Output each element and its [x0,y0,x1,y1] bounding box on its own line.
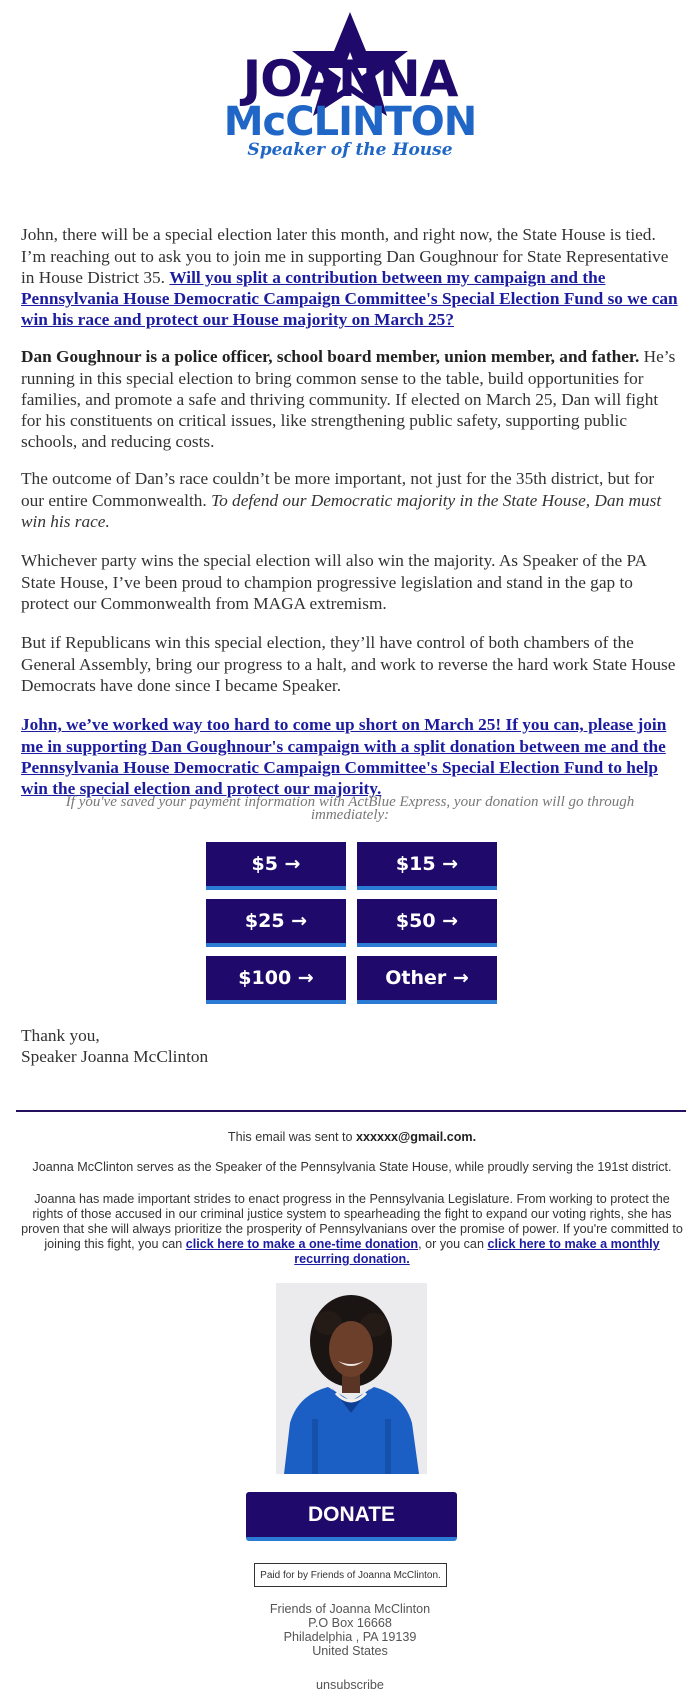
donate-50-button[interactable]: $50 → [357,899,497,947]
address-line: Philadelphia , PA 19139 [283,1630,417,1644]
campaign-logo [0,10,700,175]
address-line: United States [312,1644,388,1658]
split-donation-link[interactable]: John, we’ve worked way too hard to come up short on March 25! If you can, please join me in supporting Dan Goughnour's campaign with a split donation between me and the Pennsylvania House Democratic Campaign Committee's Special Election Fund to help win the special election and protect our majority. [21,715,667,799]
speaker-portrait [276,1283,427,1474]
address-line: Friends of Joanna McClinton [269,1602,431,1616]
mailing-address [0,1602,700,1658]
outcome-paragraph: The outcome of Dan’s race couldn’t be more important, not just for the 35th district, but for our entire Commonwealth. To defend our Democratic majority in the State House, Dan must win his race. [21,469,662,531]
republicans-paragraph: But if Republicans win this special election, they’ll have control of both chambers of the General Assembly, bring our progress to a halt, and work to reverse the hard work State House Democrats have done since I became Speaker. [21,633,676,695]
split-contribution-link[interactable]: Will you split a contribution between my campaign and the Pennsylvania House Democratic Campaign Committee's Special Election Fund so we can win his race and protect our House majority on March 25? [21,267,678,330]
candidate-lead: Dan Goughnour is a police officer, school board member, union member, and father. [21,347,640,367]
one-time-donation-link[interactable]: click here to make a one-time donation [185,1237,419,1251]
speaker-bio: Joanna McClinton serves as the Speaker of the Pennsylvania State House, while proudly serving the 191st district. [32,1160,672,1174]
monthly-donation-link[interactable]: click here to make a monthly recurring donation. [294,1237,660,1266]
donate-15-button[interactable]: $15 → [357,842,497,890]
candidate-paragraph: Dan Goughnour is a police officer, school board member, union member, and father. He’s running in this special election to bring common sense to the table, build opportunities for families, and promote a safe and thriving community. If elected on March 25, Dan will fight for his constituents on critical issues, like strengthening public safety, supporting public schools, and reducing costs. [21,347,676,452]
donate-25-button[interactable]: $25 → [206,899,346,947]
logo-name-first: JOANNA [242,50,458,108]
sent-to-notice: This email was sent to xxxxxx@gmail.com. [227,1130,477,1144]
signoff [21,1025,208,1068]
address-line: P.O Box 16668 [308,1616,392,1630]
recipient-email: xxxxxx@gmail.com. [356,1130,477,1144]
logo-tagline: Speaker of the House [247,140,453,160]
actblue-express-note: If you've saved your payment information with ActBlue Express, your donation will go through immediately: [65,794,635,823]
donate-other-button[interactable]: Other → [357,956,497,1004]
footer-divider [16,1110,686,1112]
majority-paragraph: Whichever party wins the special election will also win the majority. As Speaker of the PA State House, I’ve been proud to champion progressive legislation and stand in the gap to protect our Commonwealth from MAGA extremism. [21,551,647,613]
cta-paragraph [21,714,681,799]
logo-name-last: McCLINTON [223,99,477,145]
donate-button[interactable]: DONATE [246,1492,457,1541]
donate-100-button[interactable]: $100 → [206,956,346,1004]
unsubscribe-link[interactable]: unsubscribe [316,1678,384,1692]
intro-paragraph: John, there will be a special election later this month, and right now, the State House is tied. I’m reaching out to ask you to join me in supporting Dan Goughnour for State Representative in House District 35. Will you split a contribution between my campaign and the Pennsylvania House Democratic Campaign Committee's Special Election Fund so we can win his race and protect our House majority on March 25? [21,225,678,330]
signoff-signature: Speaker Joanna McClinton [21,1047,209,1067]
donate-5-button[interactable]: $5 → [206,842,346,890]
majority-emphasis: To defend our Democratic majority in the State House, Dan must win his race. [21,490,662,531]
signoff-thanks: Thank you, [21,1026,100,1045]
strides-paragraph: Joanna has made important strides to enact progress in the Pennsylvania Legislature. From working to protect the rights of those accused in our criminal justice system to spearheading the fight to expand our voting rights, she has proven that she will always prioritize the prosperity of Pennsylvanians over the promise of power. If you're committed to joining this fight, you can click here to make a one-time donation, or you can click here to make a monthly recurring donation. [21,1192,683,1266]
paid-for-disclaimer: Paid for by Friends of Joanna McClinton. [254,1563,447,1587]
